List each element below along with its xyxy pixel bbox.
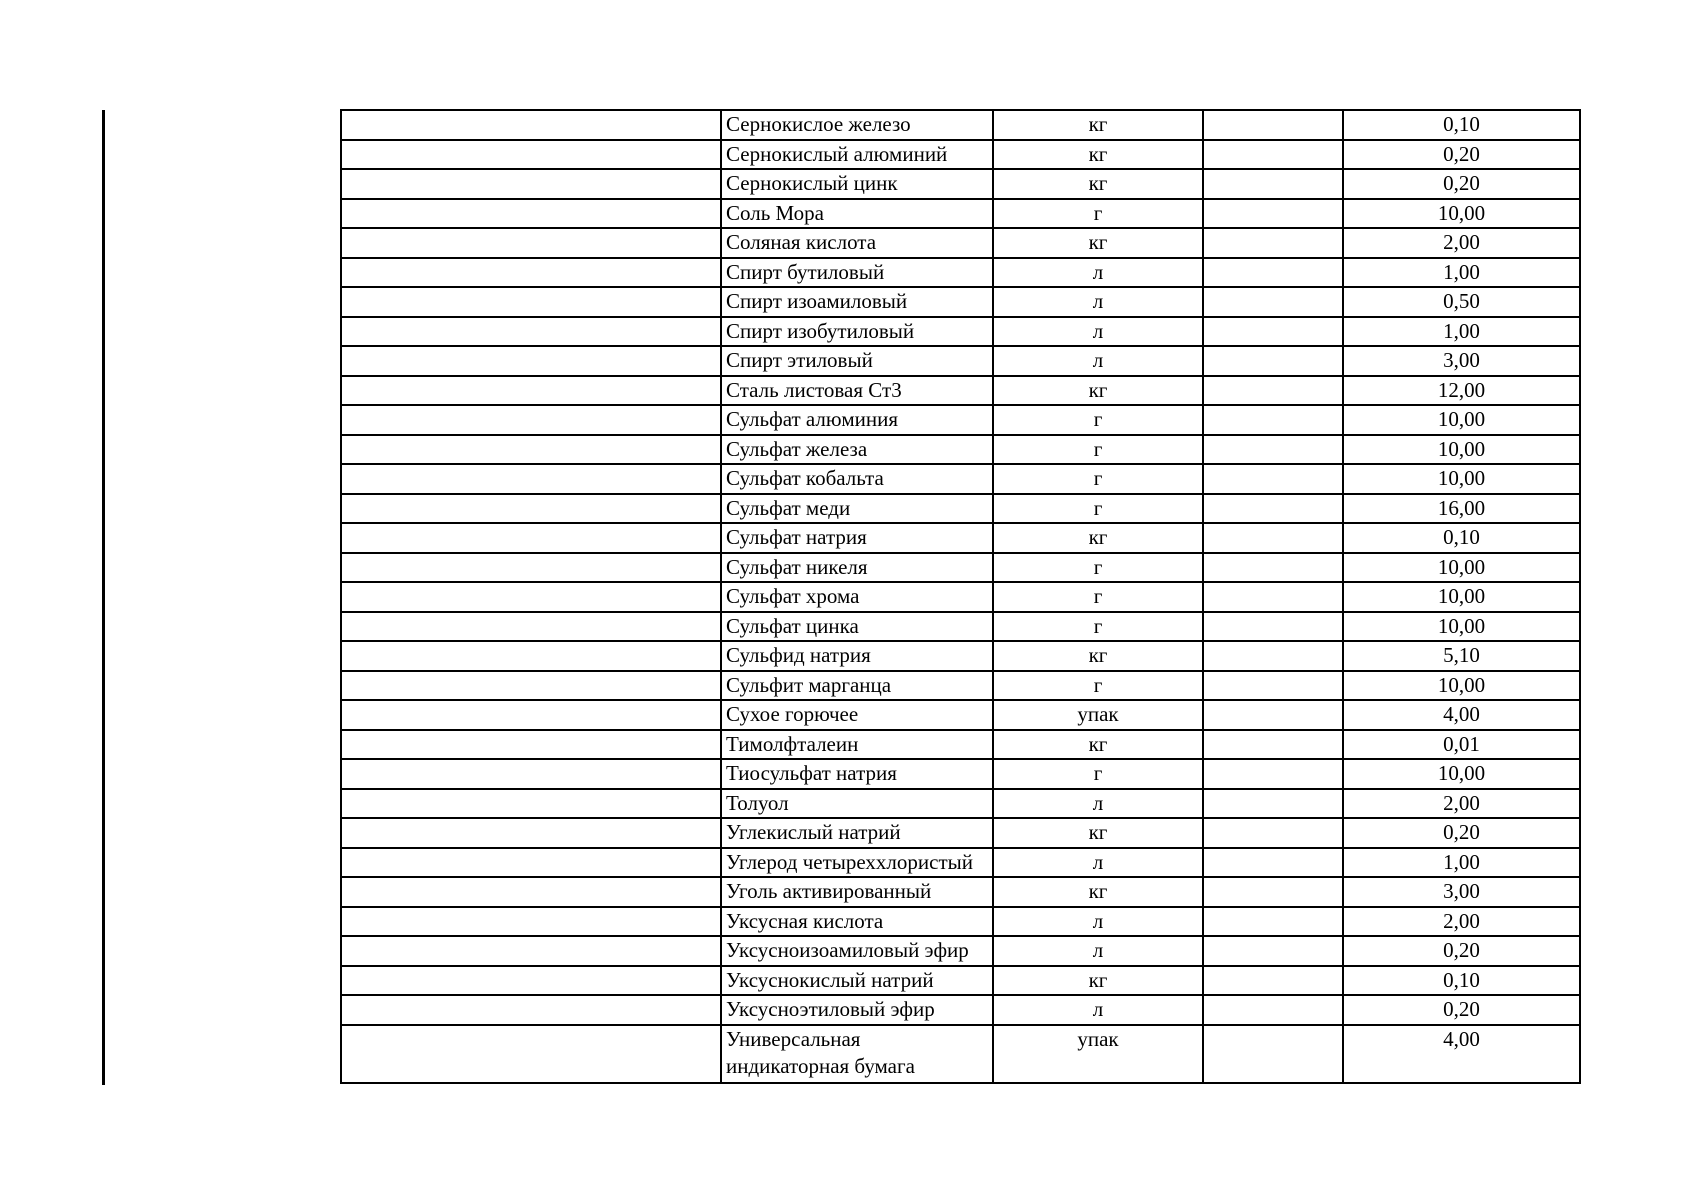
empty-cell — [341, 405, 721, 435]
empty-cell — [1203, 553, 1343, 583]
unit-cell: кг — [993, 140, 1203, 170]
empty-cell — [341, 818, 721, 848]
material-name-cell: Сернокислое железо — [721, 110, 993, 140]
empty-cell — [341, 523, 721, 553]
empty-cell — [341, 582, 721, 612]
material-name-cell: Соль Мора — [721, 199, 993, 229]
table-row — [341, 258, 1580, 288]
material-name-cell: Тимолфталеин — [721, 730, 993, 760]
material-name-cell: Сульфат железа — [721, 435, 993, 465]
table-row — [341, 789, 1580, 819]
empty-cell — [1203, 317, 1343, 347]
table-row — [341, 907, 1580, 937]
table-row — [341, 1025, 1580, 1083]
material-name-cell: Уксусноэтиловый эфир — [721, 995, 993, 1025]
empty-cell — [1203, 641, 1343, 671]
empty-cell — [341, 110, 721, 140]
empty-cell — [1203, 523, 1343, 553]
table-row — [341, 199, 1580, 229]
empty-cell — [341, 346, 721, 376]
quantity-cell: 3,00 — [1343, 877, 1580, 907]
table-row — [341, 110, 1580, 140]
empty-cell — [1203, 730, 1343, 760]
material-name-cell: Углекислый натрий — [721, 818, 993, 848]
material-name-cell: Спирт изоамиловый — [721, 287, 993, 317]
empty-cell — [341, 317, 721, 347]
quantity-cell: 0,10 — [1343, 966, 1580, 996]
materials-table — [340, 109, 1581, 1084]
empty-cell — [1203, 405, 1343, 435]
material-name-cell: Сульфид натрия — [721, 641, 993, 671]
empty-cell — [1203, 376, 1343, 406]
quantity-cell: 2,00 — [1343, 228, 1580, 258]
empty-cell — [1203, 110, 1343, 140]
table-row — [341, 376, 1580, 406]
unit-cell: г — [993, 553, 1203, 583]
unit-cell: л — [993, 936, 1203, 966]
unit-cell: г — [993, 405, 1203, 435]
empty-cell — [1203, 759, 1343, 789]
table-row — [341, 818, 1580, 848]
empty-cell — [341, 700, 721, 730]
quantity-cell: 0,20 — [1343, 995, 1580, 1025]
material-name-cell: Сульфат меди — [721, 494, 993, 524]
table-row — [341, 553, 1580, 583]
material-name-cell: Тиосульфат натрия — [721, 759, 993, 789]
empty-cell — [341, 936, 721, 966]
empty-cell — [1203, 140, 1343, 170]
material-name-cell: Соляная кислота — [721, 228, 993, 258]
empty-cell — [1203, 228, 1343, 258]
empty-cell — [341, 435, 721, 465]
empty-cell — [1203, 464, 1343, 494]
material-name-cell: Сухое горючее — [721, 700, 993, 730]
quantity-cell: 10,00 — [1343, 199, 1580, 229]
quantity-cell: 2,00 — [1343, 789, 1580, 819]
quantity-cell: 10,00 — [1343, 612, 1580, 642]
quantity-cell: 10,00 — [1343, 582, 1580, 612]
material-name-cell: Сульфат хрома — [721, 582, 993, 612]
empty-cell — [1203, 1025, 1343, 1083]
quantity-cell: 12,00 — [1343, 376, 1580, 406]
unit-cell: г — [993, 582, 1203, 612]
empty-cell — [1203, 877, 1343, 907]
material-name-cell: Уголь активированный — [721, 877, 993, 907]
empty-cell — [341, 140, 721, 170]
empty-cell — [1203, 346, 1343, 376]
unit-cell: г — [993, 494, 1203, 524]
empty-cell — [1203, 818, 1343, 848]
table-row — [341, 848, 1580, 878]
empty-cell — [1203, 258, 1343, 288]
unit-cell: л — [993, 287, 1203, 317]
quantity-cell: 0,50 — [1343, 287, 1580, 317]
table-row — [341, 523, 1580, 553]
empty-cell — [341, 907, 721, 937]
empty-cell — [341, 877, 721, 907]
empty-cell — [341, 494, 721, 524]
material-name-cell: Сульфат кобальта — [721, 464, 993, 494]
empty-cell — [1203, 936, 1343, 966]
quantity-cell: 0,10 — [1343, 523, 1580, 553]
page-margin-line — [102, 110, 105, 1085]
unit-cell: г — [993, 464, 1203, 494]
empty-cell — [1203, 671, 1343, 701]
unit-cell: кг — [993, 110, 1203, 140]
quantity-cell: 1,00 — [1343, 317, 1580, 347]
unit-cell: кг — [993, 523, 1203, 553]
empty-cell — [341, 848, 721, 878]
unit-cell: г — [993, 671, 1203, 701]
quantity-cell: 10,00 — [1343, 435, 1580, 465]
empty-cell — [1203, 582, 1343, 612]
quantity-cell: 0,20 — [1343, 140, 1580, 170]
empty-cell — [341, 199, 721, 229]
table-row — [341, 435, 1580, 465]
unit-cell: л — [993, 907, 1203, 937]
empty-cell — [341, 671, 721, 701]
quantity-cell: 10,00 — [1343, 553, 1580, 583]
table-row — [341, 405, 1580, 435]
material-name-cell: Сульфит марганца — [721, 671, 993, 701]
empty-cell — [341, 553, 721, 583]
empty-cell — [1203, 287, 1343, 317]
empty-cell — [1203, 848, 1343, 878]
material-name-cell: Сульфат никеля — [721, 553, 993, 583]
material-name-cell: Толуол — [721, 789, 993, 819]
empty-cell — [341, 759, 721, 789]
table-row — [341, 966, 1580, 996]
empty-cell — [341, 995, 721, 1025]
unit-cell: л — [993, 317, 1203, 347]
table-row — [341, 346, 1580, 376]
unit-cell: кг — [993, 877, 1203, 907]
empty-cell — [1203, 700, 1343, 730]
material-name-cell: Сульфат цинка — [721, 612, 993, 642]
material-name-cell: Спирт изобутиловый — [721, 317, 993, 347]
table-row — [341, 464, 1580, 494]
table-row — [341, 641, 1580, 671]
unit-cell: кг — [993, 169, 1203, 199]
unit-cell: г — [993, 435, 1203, 465]
material-name-cell: Сталь листовая Ст3 — [721, 376, 993, 406]
quantity-cell: 3,00 — [1343, 346, 1580, 376]
table-row — [341, 287, 1580, 317]
material-name-cell: Уксусноизоамиловый эфир — [721, 936, 993, 966]
empty-cell — [1203, 435, 1343, 465]
unit-cell: л — [993, 258, 1203, 288]
quantity-cell: 4,00 — [1343, 1025, 1580, 1083]
material-name-cell: Спирт этиловый — [721, 346, 993, 376]
unit-cell: л — [993, 848, 1203, 878]
table-row — [341, 995, 1580, 1025]
empty-cell — [1203, 494, 1343, 524]
empty-cell — [341, 966, 721, 996]
unit-cell: кг — [993, 228, 1203, 258]
unit-cell: г — [993, 612, 1203, 642]
material-name-cell: Уксуснокислый натрий — [721, 966, 993, 996]
unit-cell: кг — [993, 818, 1203, 848]
material-name-cell: Сульфат натрия — [721, 523, 993, 553]
table-row — [341, 936, 1580, 966]
unit-cell: л — [993, 995, 1203, 1025]
empty-cell — [1203, 169, 1343, 199]
quantity-cell: 1,00 — [1343, 848, 1580, 878]
quantity-cell: 0,01 — [1343, 730, 1580, 760]
quantity-cell: 10,00 — [1343, 405, 1580, 435]
table-row — [341, 671, 1580, 701]
unit-cell: кг — [993, 641, 1203, 671]
empty-cell — [341, 789, 721, 819]
quantity-cell: 0,20 — [1343, 169, 1580, 199]
empty-cell — [1203, 612, 1343, 642]
material-name-cell: Спирт бутиловый — [721, 258, 993, 288]
materials-table-body — [341, 110, 1580, 1083]
table-row — [341, 582, 1580, 612]
table-row — [341, 877, 1580, 907]
empty-cell — [341, 1025, 721, 1083]
material-name-cell: Сернокислый алюминий — [721, 140, 993, 170]
material-name-cell: Сернокислый цинк — [721, 169, 993, 199]
quantity-cell: 4,00 — [1343, 700, 1580, 730]
quantity-cell: 16,00 — [1343, 494, 1580, 524]
table-row — [341, 700, 1580, 730]
empty-cell — [341, 464, 721, 494]
empty-cell — [1203, 995, 1343, 1025]
empty-cell — [341, 287, 721, 317]
empty-cell — [341, 612, 721, 642]
table-row — [341, 759, 1580, 789]
empty-cell — [341, 228, 721, 258]
empty-cell — [1203, 966, 1343, 996]
quantity-cell: 2,00 — [1343, 907, 1580, 937]
unit-cell: л — [993, 346, 1203, 376]
table-row — [341, 730, 1580, 760]
empty-cell — [341, 376, 721, 406]
unit-cell: кг — [993, 730, 1203, 760]
table-row — [341, 228, 1580, 258]
empty-cell — [341, 641, 721, 671]
unit-cell: г — [993, 759, 1203, 789]
table-row — [341, 169, 1580, 199]
material-name-cell: Уксусная кислота — [721, 907, 993, 937]
quantity-cell: 10,00 — [1343, 671, 1580, 701]
unit-cell: упак — [993, 700, 1203, 730]
unit-cell: упак — [993, 1025, 1203, 1083]
quantity-cell: 1,00 — [1343, 258, 1580, 288]
table-row — [341, 140, 1580, 170]
empty-cell — [1203, 789, 1343, 819]
material-name-cell: Углерод четыреххлористый — [721, 848, 993, 878]
table-row — [341, 612, 1580, 642]
quantity-cell: 5,10 — [1343, 641, 1580, 671]
empty-cell — [341, 730, 721, 760]
quantity-cell: 0,10 — [1343, 110, 1580, 140]
material-name-cell: Универсальная индикаторная бумага — [721, 1025, 993, 1083]
empty-cell — [341, 169, 721, 199]
empty-cell — [1203, 907, 1343, 937]
empty-cell — [1203, 199, 1343, 229]
unit-cell: г — [993, 199, 1203, 229]
quantity-cell: 10,00 — [1343, 759, 1580, 789]
quantity-cell: 10,00 — [1343, 464, 1580, 494]
quantity-cell: 0,20 — [1343, 818, 1580, 848]
unit-cell: кг — [993, 966, 1203, 996]
table-row — [341, 494, 1580, 524]
quantity-cell: 0,20 — [1343, 936, 1580, 966]
unit-cell: кг — [993, 376, 1203, 406]
table-row — [341, 317, 1580, 347]
unit-cell: л — [993, 789, 1203, 819]
empty-cell — [341, 258, 721, 288]
material-name-cell: Сульфат алюминия — [721, 405, 993, 435]
